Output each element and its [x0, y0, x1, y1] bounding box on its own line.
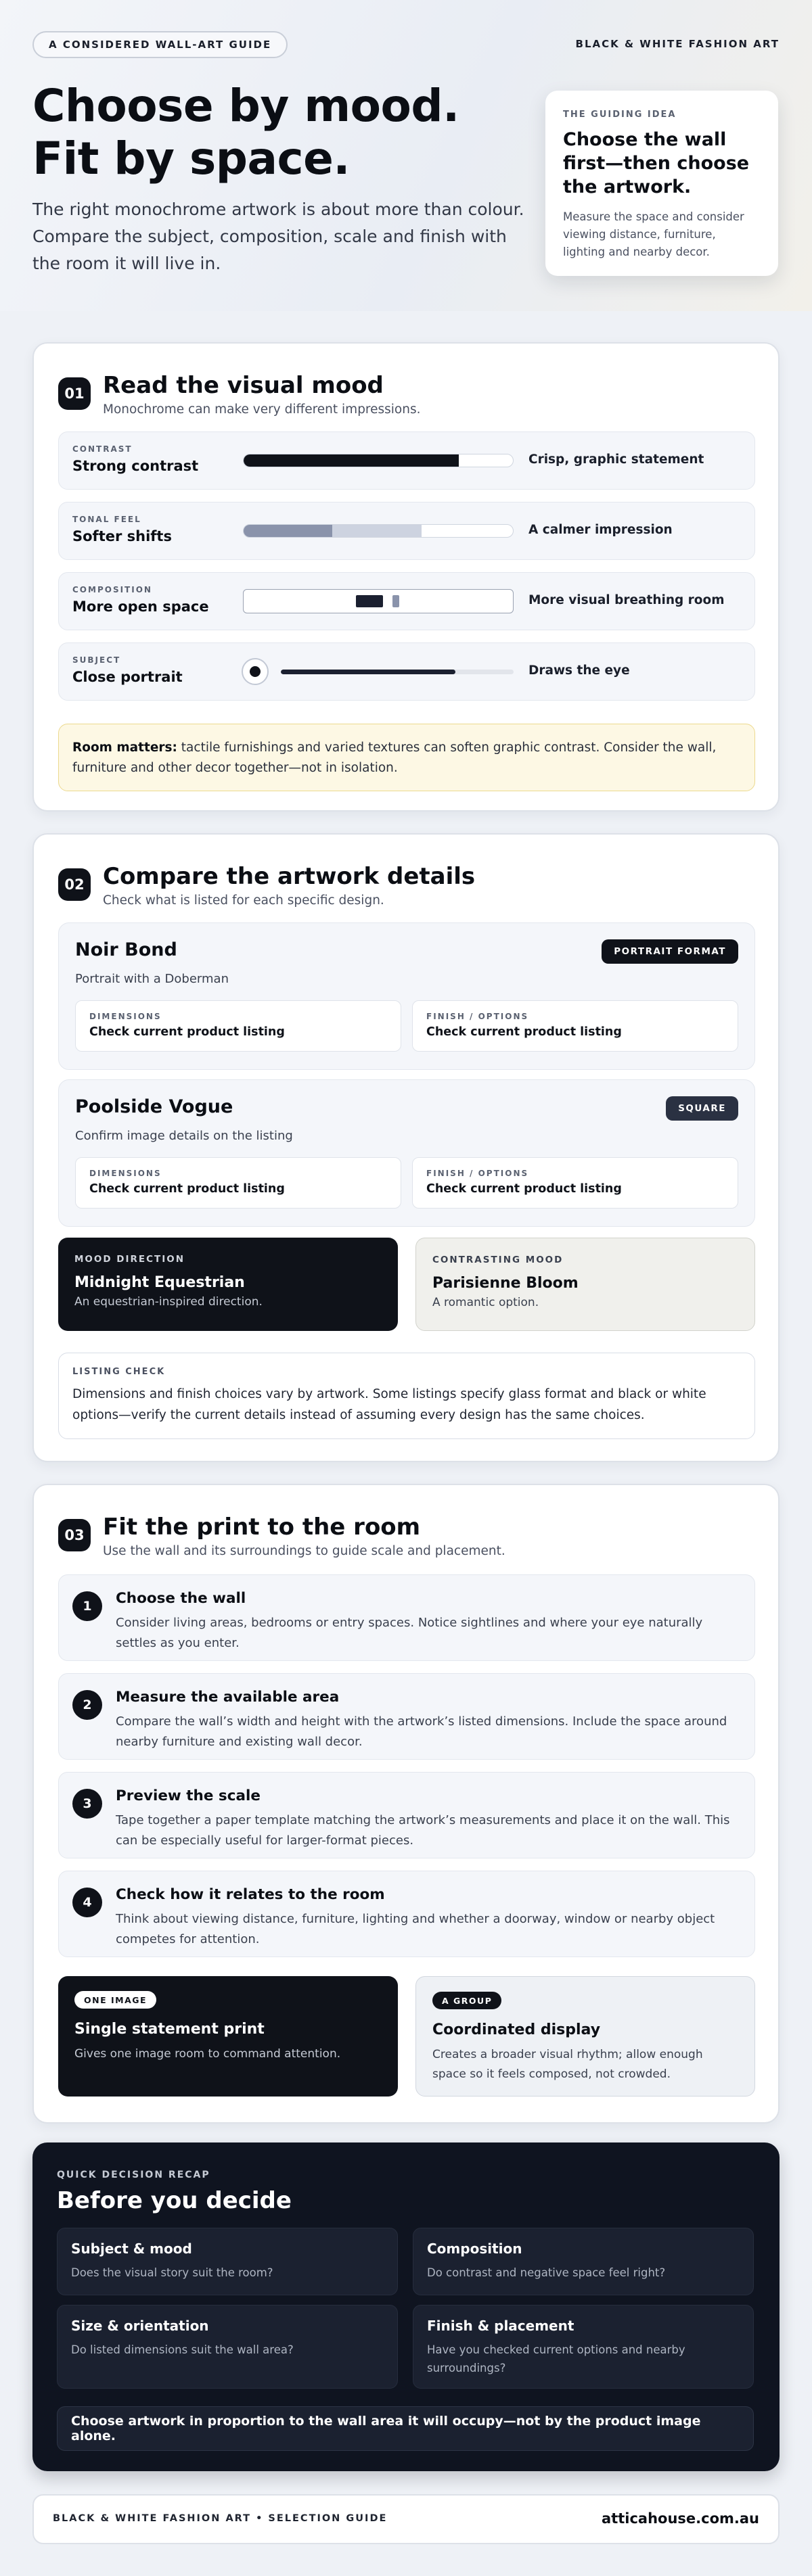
- mood-desc: A calmer impression: [528, 523, 673, 537]
- recap-item: [57, 2305, 398, 2389]
- tile-text: A romantic option.: [432, 1296, 539, 1309]
- recap-item: [57, 2228, 398, 2295]
- step-title: Preview the scale: [116, 1787, 261, 1804]
- listing-text: Dimensions and finish choices vary by artwork. Some listings specify glass format and black or white options—verify the current details instead of assuming every design has the same choices.: [72, 1387, 706, 1422]
- section-header: [58, 862, 475, 910]
- spec-label: DIMENSIONS: [89, 1012, 162, 1021]
- spec-value: Check current product listing: [89, 1182, 285, 1196]
- mood-row-subject: [58, 642, 755, 701]
- section-artwork-details: [32, 833, 780, 1462]
- listing-check: [58, 1353, 755, 1439]
- option-text: Creates a broader visual rhythm; allow enough space so it feels composed, not crowded.: [432, 2048, 703, 2081]
- recap-item-text: Do contrast and negative space feel right?: [427, 2266, 666, 2279]
- section-visual-mood: [32, 342, 780, 812]
- composition-frame: [243, 593, 514, 609]
- recap-item: [413, 2228, 754, 2295]
- recap-item-text: Does the visual story suit the room?: [71, 2266, 273, 2279]
- single-print-option: [58, 1976, 398, 2097]
- group-display-option: [415, 1976, 755, 2097]
- section-subtitle: Use the wall and its surroundings to guide scale and placement.: [103, 1544, 505, 1558]
- option-pill: A GROUP: [432, 1992, 501, 2009]
- mood-eyebrow: COMPOSITION: [72, 585, 152, 594]
- idea-text: Measure the space and consider viewing distance, furniture, lighting and nearby decor.: [563, 210, 744, 258]
- section-fit-to-room: [32, 1484, 780, 2124]
- step-item: [58, 1574, 755, 1661]
- section-number: 03: [58, 1519, 91, 1551]
- mood-name: Softer shifts: [72, 528, 172, 544]
- mood-row-contrast: [58, 431, 755, 490]
- recap-item-text: Do listed dimensions suit the wall area?: [71, 2343, 294, 2356]
- guide-pill: A CONSIDERED WALL-ART GUIDE: [32, 31, 288, 58]
- step-item: [58, 1673, 755, 1760]
- option-title: Coordinated display: [432, 2021, 601, 2038]
- step-item: [58, 1871, 755, 1957]
- section-header: [58, 371, 421, 419]
- mood-name: Strong contrast: [72, 458, 199, 474]
- step-text: Consider living areas, bedrooms or entry spaces. Notice sightlines and where your eye naturally settles as you enter.: [116, 1616, 703, 1650]
- composition-block: [356, 595, 383, 607]
- hero-title-line2: Fit by space.: [32, 133, 351, 185]
- tonal-bar-mid: [332, 525, 421, 537]
- decision-recap: [32, 2142, 780, 2471]
- mood-desc: Draws the eye: [528, 663, 630, 678]
- option-title: Single statement print: [74, 2021, 265, 2038]
- mood-desc: More visual breathing room: [528, 593, 725, 607]
- spec-value: Check current product listing: [89, 1025, 285, 1039]
- section-title: Compare the artwork details: [103, 863, 476, 890]
- mood-direction-tile: [58, 1238, 398, 1331]
- recap-final-note: Choose artwork in proportion to the wall area it will occupy—not by the product image alone.: [57, 2406, 754, 2451]
- tile-eyebrow: MOOD DIRECTION: [74, 1254, 185, 1265]
- step-item: [58, 1772, 755, 1858]
- footer-site-link[interactable]: atticahouse.com.au: [602, 2510, 759, 2527]
- step-number: 1: [72, 1591, 102, 1621]
- mood-eyebrow: SUBJECT: [72, 655, 121, 665]
- room-matters-note: [58, 724, 755, 791]
- step-title: Choose the wall: [116, 1590, 246, 1607]
- focus-dot-icon: [242, 658, 269, 685]
- hero: [0, 0, 812, 311]
- recap-item-title: Finish & placement: [427, 2318, 574, 2334]
- tile-title: Parisienne Bloom: [432, 1275, 579, 1292]
- step-number: 2: [72, 1690, 102, 1720]
- spec-label: FINISH / OPTIONS: [426, 1012, 529, 1021]
- section-number: 02: [58, 868, 91, 901]
- spec-value: Check current product listing: [426, 1025, 622, 1039]
- mood-desc: Crisp, graphic statement: [528, 452, 704, 467]
- step-text: Tape together a paper template matching the artwork’s measurements and place it on the wall. This can be especially useful for larger-format pieces.: [116, 1813, 730, 1848]
- recap-title: Before you decide: [57, 2187, 292, 2214]
- step-title: Check how it relates to the room: [116, 1886, 385, 1903]
- format-badge: SQUARE: [666, 1096, 738, 1121]
- hero-lead: The right monochrome artwork is about more than colour. Compare the subject, composition, scale and finish with the room it will live in.: [32, 200, 524, 273]
- artwork-subtitle: Confirm image details on the listing: [75, 1129, 293, 1143]
- tonal-bar-dark: [244, 525, 332, 537]
- subject-focus: [243, 663, 514, 680]
- option-text: Gives one image room to command attention.: [74, 2047, 341, 2061]
- idea-title: Choose the wall first—then choose the artwork.: [563, 129, 750, 197]
- step-number: 3: [72, 1789, 102, 1819]
- recap-item: [413, 2305, 754, 2389]
- contrast-bar-fill: [244, 454, 459, 467]
- artwork-subtitle: Portrait with a Doberman: [75, 972, 229, 986]
- section-title: Read the visual mood: [103, 372, 384, 399]
- recap-item-title: Composition: [427, 2241, 522, 2257]
- spec-dimensions: [75, 1157, 401, 1209]
- contrast-bar: [243, 452, 514, 469]
- mood-row-composition: [58, 572, 755, 630]
- footer-label: BLACK & WHITE FASHION ART • SELECTION GUIDE: [53, 2513, 388, 2524]
- mood-eyebrow: TONAL FEEL: [72, 515, 141, 524]
- idea-eyebrow: THE GUIDING IDEA: [563, 110, 677, 120]
- footer: [32, 2494, 780, 2544]
- tonal-bar: [243, 523, 514, 539]
- section-title: Fit the print to the room: [103, 1514, 421, 1541]
- spec-label: FINISH / OPTIONS: [426, 1169, 529, 1178]
- recap-item-text: Have you checked current options and nearby surroundings?: [427, 2343, 685, 2374]
- mood-name: More open space: [72, 599, 209, 615]
- step-number: 4: [72, 1888, 102, 1917]
- listing-eyebrow: LISTING CHECK: [72, 1367, 166, 1377]
- artwork-card-noir-bond: [58, 922, 755, 1070]
- artwork-card-poolside-vogue: [58, 1079, 755, 1227]
- recap-eyebrow: QUICK DECISION RECAP: [57, 2170, 210, 2180]
- option-pill: ONE IMAGE: [74, 1991, 156, 2009]
- composition-block-small: [392, 595, 399, 607]
- recap-item-title: Size & orientation: [71, 2318, 209, 2334]
- mood-name: Close portrait: [72, 669, 183, 685]
- artwork-name: Poolside Vogue: [75, 1096, 233, 1117]
- spec-value: Check current product listing: [426, 1182, 622, 1196]
- format-badge: PORTRAIT FORMAT: [602, 939, 738, 964]
- brand-label: BLACK & WHITE FASHION ART: [575, 38, 780, 50]
- mood-row-tonal: [58, 502, 755, 560]
- step-title: Measure the available area: [116, 1689, 340, 1706]
- tile-eyebrow: CONTRASTING MOOD: [432, 1255, 564, 1265]
- artwork-name: Noir Bond: [75, 939, 177, 960]
- note-text: tactile furnishings and varied textures can soften graphic contrast. Consider the wall, furniture and other decor together—not in isolation.: [72, 741, 717, 775]
- spec-finish: [412, 1157, 738, 1209]
- spec-dimensions: [75, 1000, 401, 1052]
- tile-text: An equestrian-inspired direction.: [74, 1295, 263, 1309]
- section-header: [58, 1512, 505, 1561]
- spec-label: DIMENSIONS: [89, 1169, 162, 1178]
- step-text: Compare the wall’s width and height with the artwork’s listed dimensions. Include the space around nearby furniture and existing wall decor.: [116, 1714, 727, 1749]
- mood-eyebrow: CONTRAST: [72, 444, 133, 454]
- recap-item-title: Subject & mood: [71, 2241, 192, 2257]
- guiding-idea-card: [545, 91, 778, 276]
- tile-title: Midnight Equestrian: [74, 1274, 245, 1291]
- spec-finish: [412, 1000, 738, 1052]
- note-bold: Room matters:: [72, 741, 177, 755]
- section-subtitle: Check what is listed for each specific design.: [103, 893, 384, 908]
- section-number: 01: [58, 377, 91, 410]
- hero-title-line1: Choose by mood.: [32, 80, 459, 132]
- hero-title: [32, 80, 520, 185]
- subject-line-fill: [281, 670, 455, 674]
- section-subtitle: Monochrome can make very different impressions.: [103, 402, 421, 417]
- contrasting-mood-tile: [415, 1238, 755, 1331]
- step-text: Think about viewing distance, furniture, lighting and whether a doorway, window or nearby object competes for attention.: [116, 1912, 715, 1946]
